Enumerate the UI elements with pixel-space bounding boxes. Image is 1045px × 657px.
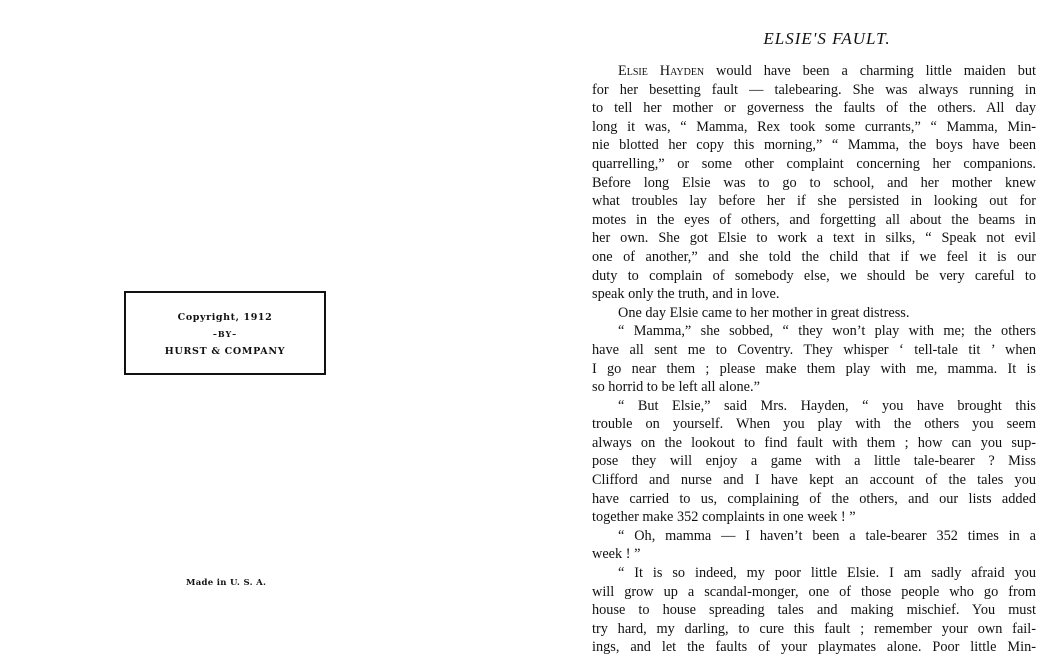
text-line-1: Elsie Hayden would have been a charming little maiden but (618, 63, 1036, 79)
text-line-21: always on the lookout to find fault with them ; how can you sup- (592, 434, 1036, 451)
text-line-26: “ Oh, mamma — I haven’t been a tale-bearer 352 times in a (618, 527, 1036, 544)
text-line-4: long it was, “ Mamma, Rex took some currants,” “ Mamma, Min- (592, 118, 1036, 135)
text-line-24: have carried to us, complaining of the others, and our lists added (592, 490, 1036, 507)
text-line-7: Before long Elsie was to go to school, and her mother knew (592, 174, 1036, 191)
text-line-11: one of another,” and she told the child that if we feel it is our (592, 248, 1036, 265)
text-line-19: “ But Elsie,” said Mrs. Hayden, “ you have brought this (618, 397, 1036, 414)
text-line-14: One day Elsie came to her mother in great distress. (618, 304, 910, 321)
text-line-9: motes in the eyes of others, and forgetting all about the beams in (592, 211, 1036, 228)
copyright-by: –BY– (212, 329, 238, 339)
text-line-2: for her besetting fault — talebearing. She was always running in (592, 81, 1036, 98)
opening-name: Elsie Hayden (618, 63, 705, 79)
copyright-year: Copyright, 1912 (177, 312, 273, 323)
text-line-31: try hard, my darling, to cure this fault ; remember your own fail- (592, 620, 1036, 637)
copyright-box (124, 291, 326, 375)
text-line-10: her own. She got Elsie to work a text in silks, “ Speak not evil (592, 230, 1036, 247)
right-page (592, 28, 1036, 657)
text-line-23: Clifford and nurse and I have kept an account of the tales you (592, 472, 1036, 489)
publisher-name: HURST & COMPANY (164, 346, 286, 357)
left-page (0, 0, 520, 650)
text-line-8: what troubles lay before her if she persisted in looking out for (592, 193, 1036, 210)
text-line-29: will grow up a scandal-monger, one of those people who go from (592, 583, 1036, 600)
text-line-30: house to house spreading tales and making mischief. You must (592, 602, 1036, 619)
text-line-27: week ! ” (592, 546, 641, 563)
text-line-16: have all sent me to Coventry. They whisper ‘ tell-tale tit ’ when (592, 341, 1036, 358)
text-line-20: trouble on yourself. When you play with the others you seem (592, 416, 1036, 433)
made-in-notice: Made in U. S. A. (186, 578, 267, 588)
text-line-25: together make 352 complaints in one week ! ” (592, 509, 856, 526)
text-line-17: I go near them ; please make them play with me, mamma. It is (592, 360, 1036, 377)
text-line-3: to tell her mother or governess the faults of the others. All day (592, 100, 1036, 117)
text-line-18: so horrid to be left all alone.” (592, 379, 760, 396)
text-line-12: duty to complain of somebody else, we should be very careful to (592, 267, 1036, 284)
chapter-title: ELSIE'S FAULT. (763, 29, 891, 48)
text-line-22: pose they will enjoy a game with a little tale-bearer ? Miss (592, 453, 1036, 470)
text-line-28: “ It is so indeed, my poor little Elsie. I am sadly afraid you (618, 565, 1036, 582)
text-line-32: ings, and let the faults of your playmates alone. Poor little Min- (592, 639, 1036, 656)
text-line-6: quarrelling,” or some other complaint concerning her companions. (592, 155, 1036, 172)
text-line-15: “ Mamma,” she sobbed, “ they won’t play with me; the others (618, 323, 1036, 340)
text-line-5: nie blotted her copy this morning,” “ Mamma, the boys have been (592, 137, 1036, 154)
text-line-13: speak only the truth, and in love. (592, 286, 780, 303)
